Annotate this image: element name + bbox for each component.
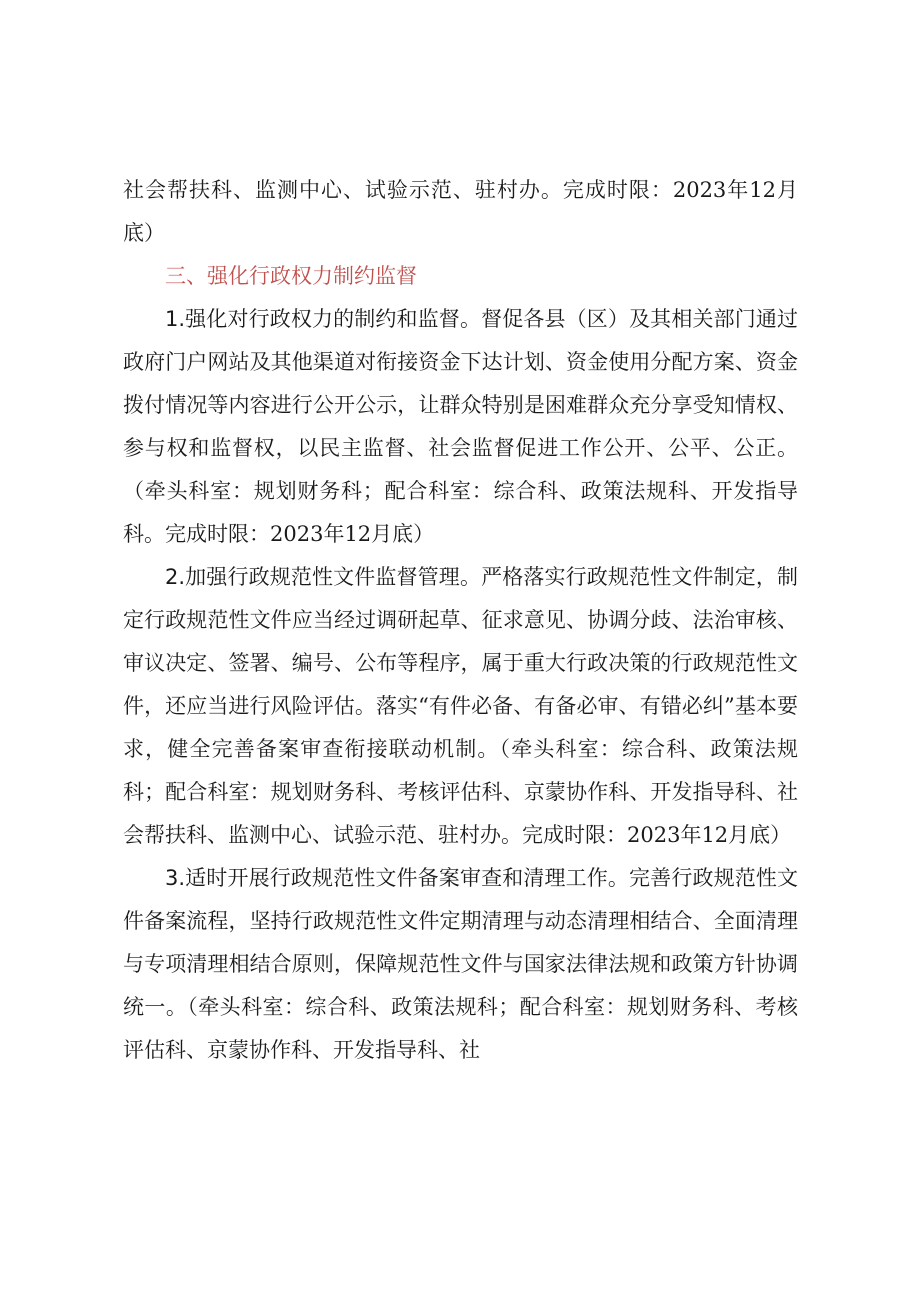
item-body-1: 督促各县（区）及其相关部门通过政府门户网站及其他渠道对衔接资金下达计划、资金使用分配方案、资金拨付情况等内容进行公开公示，让群众特别是困难群众充分享受知情权、参与权和监督权，以民主监督、社会监督促进工作公开、公平、公正。（牵头科室：规划财务科；配合科室：综合科、政策法规科、开发指导科。完成时限：2023年12月底） (123, 307, 799, 546)
section-heading: 三、强化行政权力制约监督 (165, 264, 417, 288)
item-body-3: 完善行政规范性文件备案流程，坚持行政规范性文件定期清理与动态清理相结合、全面清理与专项清理相结合原则，保障规范性文件与国家法律法规和政策方针协调统一。（牵头科室：综合科、政策法规科；配合科室：规划财务科、考核评估科、京蒙协作科、开发指导科、社 (123, 866, 799, 1062)
item-lead-1: 1.强化对行政权力的制约和监督。 (165, 307, 482, 331)
item-lead-2: 2.加强行政规范性文件监督管理。 (165, 565, 482, 589)
item-paragraph-1 (123, 298, 798, 556)
document-page (123, 169, 798, 1072)
item-paragraph-2 (123, 556, 798, 857)
item-body-2: 严格落实行政规范性文件制定，制定行政规范性文件应当经过调研起草、征求意见、协调分歧、法治审核、审议决定、签署、编号、公布等程序，属于重大行政决策的行政规范性文件，还应当进行风险评估。落实“有件必备、有备必审、有错必纠”基本要求，健全完善备案审查衔接联动机制。（牵头科室：综合科、政策法规科；配合科室：规划财务科、考核评估科、京蒙协作科、开发指导科、社会帮扶科、监测中心、试验示范、驻村办。完成时限：2023年12月底） (123, 565, 799, 847)
continuation-paragraph: 社会帮扶科、监测中心、试验示范、驻村办。完成时限：2023年12月底） (123, 178, 798, 245)
item-paragraph-3 (123, 857, 798, 1072)
item-lead-3: 3.适时开展行政规范性文件备案审查和清理工作。 (165, 866, 630, 890)
